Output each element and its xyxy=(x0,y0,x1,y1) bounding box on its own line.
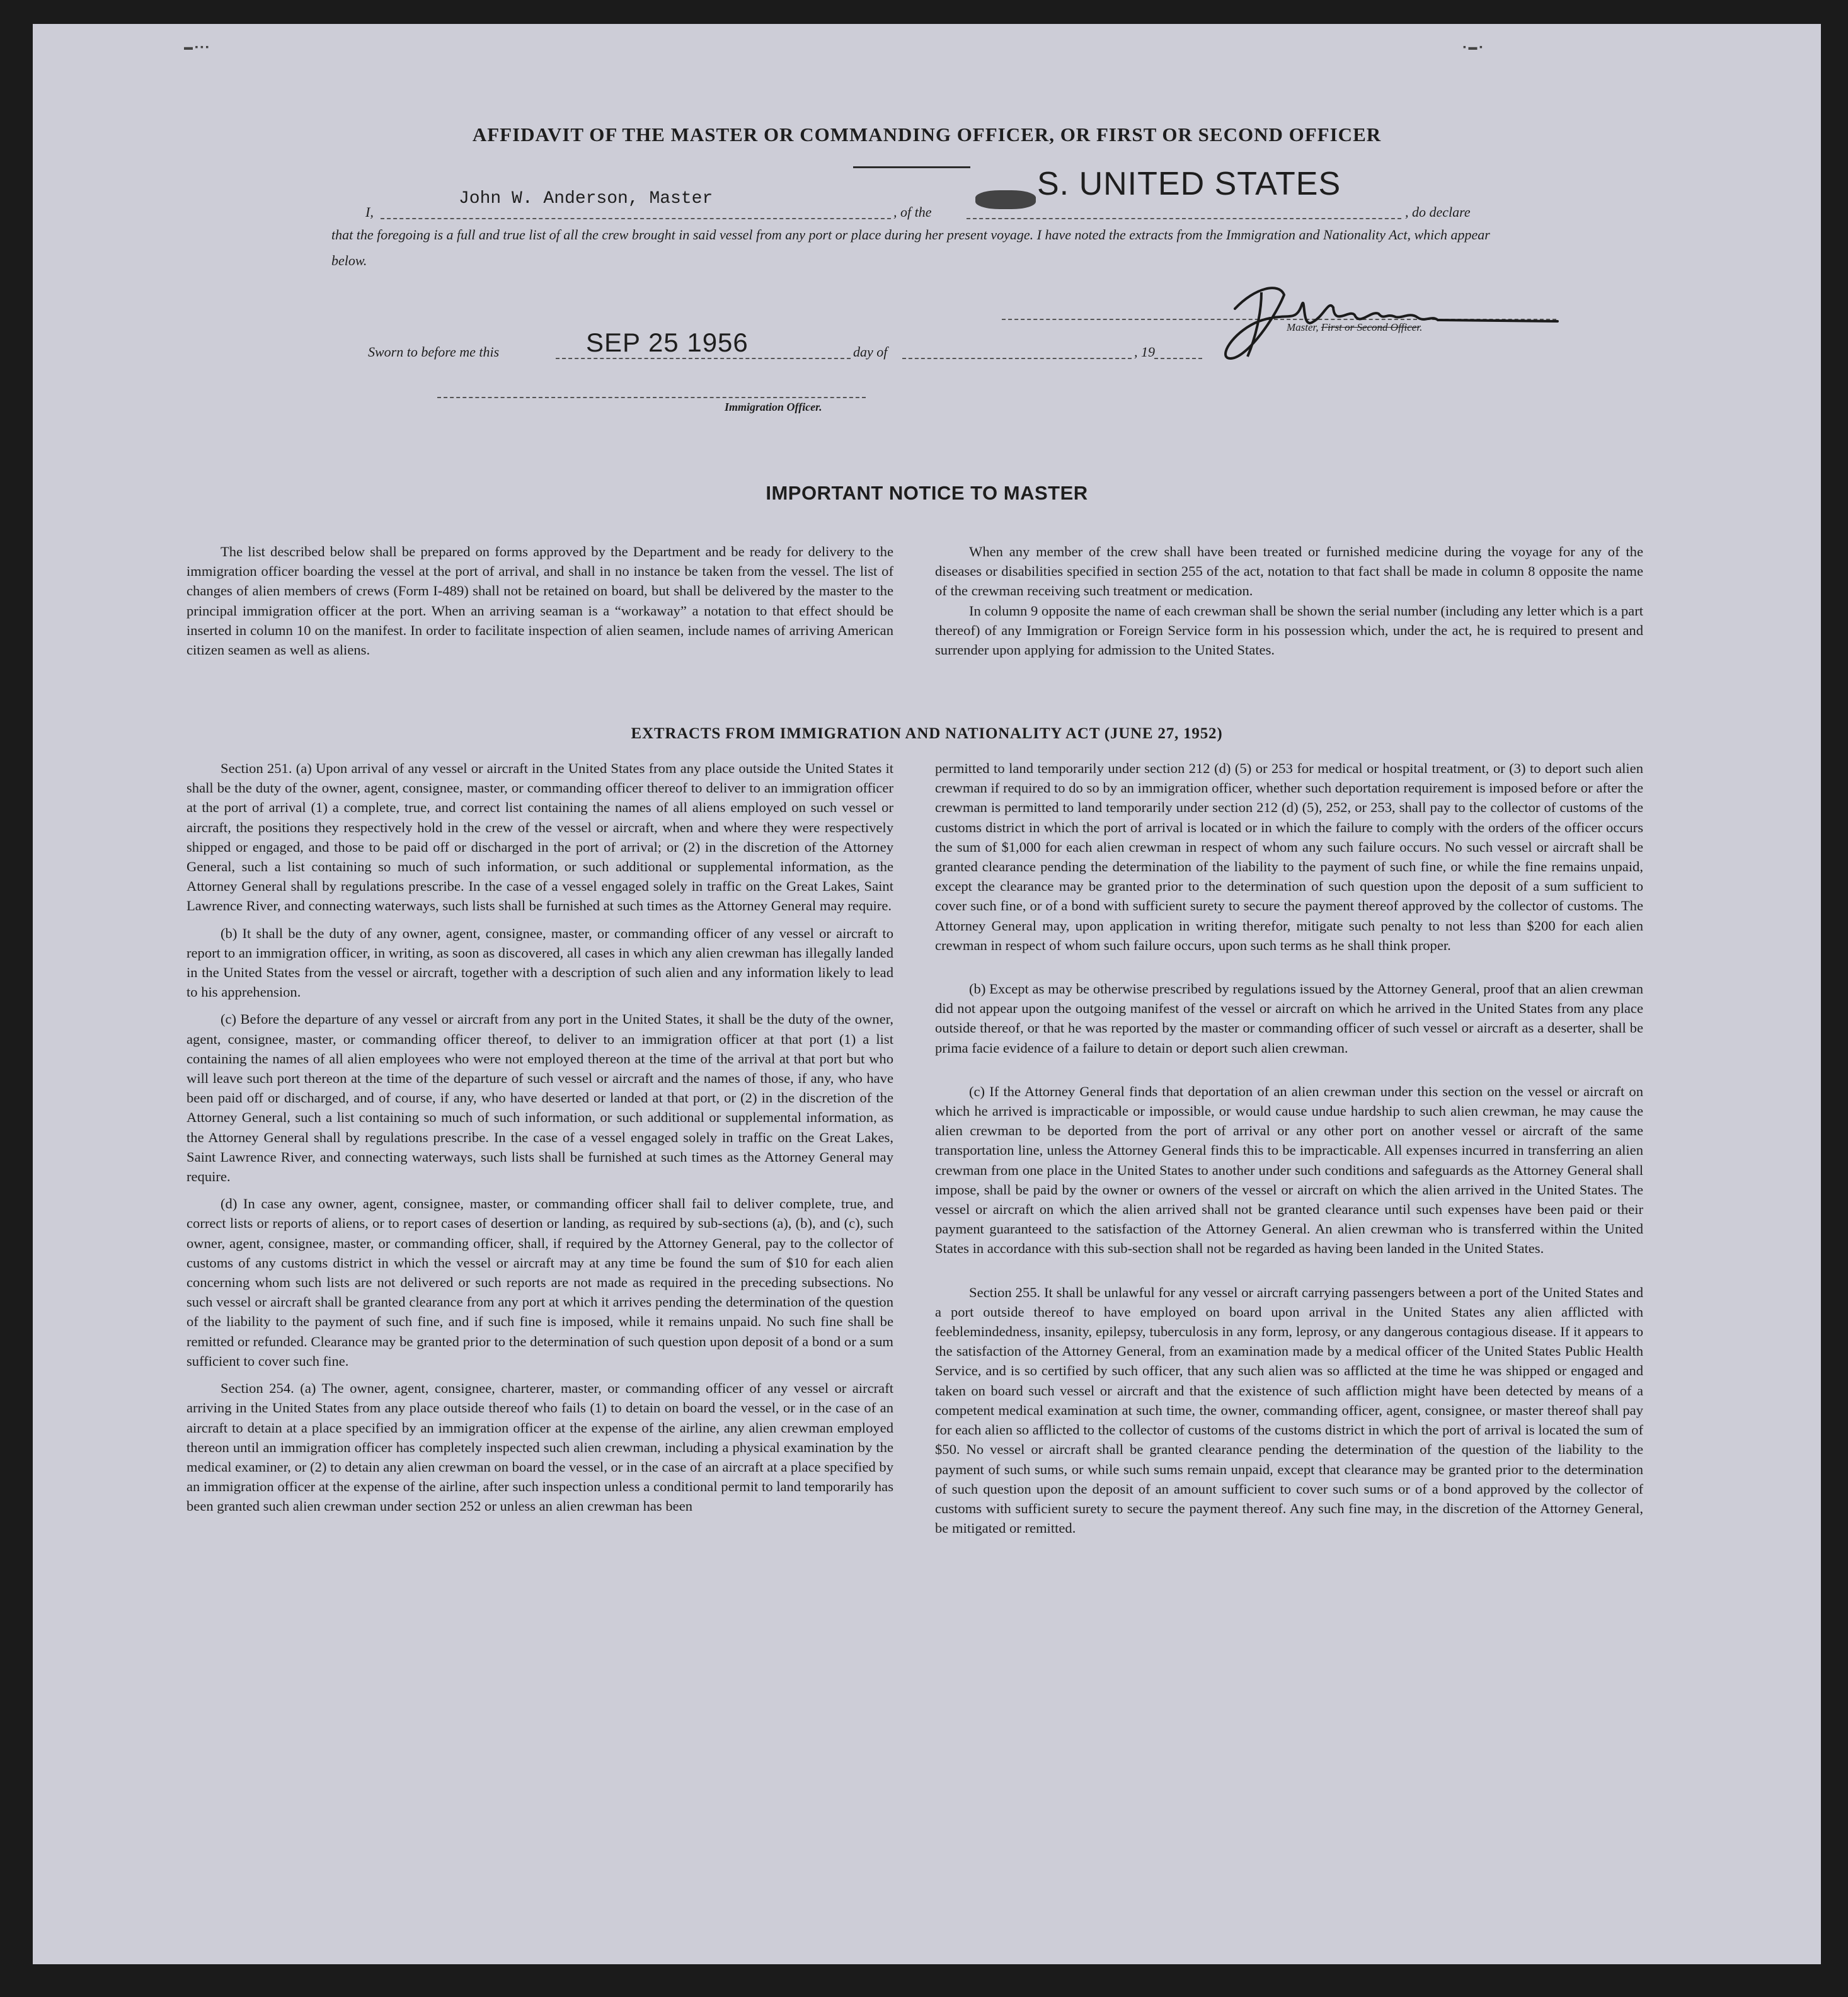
master-signature xyxy=(1167,270,1583,364)
declaration-prefix: I, xyxy=(365,204,374,220)
notice-paragraph: When any member of the crew shall have been treated or furnished medicine during the voyage for any of the diseases or disabilities specified in section 255 of the act, notation to that fact shall be made in column 8 opposite the name of the crewman receiving such treatment or medication. xyxy=(935,544,1643,599)
section-251-a: Section 251. (a) Upon arrival of any vessel or aircraft in the United States from any place outside the United States it shall be the duty of the owner, agent, consignee, master, or commanding officer thereof to deliver to an immigration officer at the port of arrival (1) a complete, true, and correct list containing the names of all aliens employed on such vessel or aircraft, the positions they respectively hold in the crew of the vessel or aircraft, when and where they were respectively shipped or engaged, and those to be paid off or discharged in the port of arrival; or (2) in the discretion of the Attorney General, such a list containing so much of such information, or such additional or supplemental information, as the Attorney General shall by regulations prescribe. In the case of a vessel engaged solely in traffic on the Great Lakes, Saint Lawrence River, and connecting waterways, such lists shall be furnished at such times as the Attorney General may require. xyxy=(187,760,893,914)
signature-title-master: Master, xyxy=(1287,321,1321,333)
section-254-b: (b) Except as may be otherwise prescribed by regulations issued by the Attorney General, proof that an alien crewman did not appear upon the outgoing manifest of the vessel or aircraft on which he arrived in the United States from any place outside thereof, or that he was reported by the master or commanding officer of such vessel or aircraft as a deserter, shall be prima facie evidence of a failure to detain or deport such alien crewman. xyxy=(935,981,1643,1056)
notice-heading: IMPORTANT NOTICE TO MASTER xyxy=(766,482,1088,504)
year-line xyxy=(1154,358,1202,359)
year-prefix: , 19 xyxy=(1134,344,1155,360)
section-254-c: (c) If the Attorney General finds that deportation of an alien crewman under this section on the vessel or aircraft on which he arrived is impracticable or impossible, or would cause undue hardship to such alien crewman, he may cause the alien crewman to be deported from the port of arrival or any other port on another vessel or aircraft of the same transportation line, unless the Attorney General finds this to be impracticable. All expenses incurred in transferring an alien crewman from one place in the United States to another under such conditions and safeguards as the Attorney General shall impose, shall be paid by the owner or owners of the vessel or aircraft on which the alien arrived in the United States. The vessel or aircraft on which the alien arrived shall not be granted clearance until such expenses have been paid or their payment guaranteed to the satisfaction of the Attorney General. An alien crewman who is transferred within the United States in accordance with this sub-section shall not be regarded as having been landed in the United States. xyxy=(935,1083,1643,1257)
sworn-label: Sworn to before me this xyxy=(368,344,500,360)
day-of-label: day of xyxy=(853,344,888,360)
extracts-heading: EXTRACTS FROM IMMIGRATION AND NATIONALITY ACT (JUNE 27, 1952) xyxy=(631,725,1223,742)
vessel-name-line xyxy=(967,218,1401,219)
extracts-right-column xyxy=(935,758,1643,1538)
section-251-c: (c) Before the departure of any vessel or aircraft from any port in the United States, it shall be the duty of the owner, agent, consignee, master, or commanding officer thereof, to deliver to an immigration officer at that port (1) a list containing the names of all alien employees who were not employed thereon at the time of the arrival at that port but who will leave such port thereon at the time of the departure of such vessel or aircraft and the names of those, if any, who have been paid off or discharged, and of course, if any, who have deserted or landed at that port, or (2) in the discretion of the Attorney General, such a list containing so much of such information, or such additional or supplemental information, as the Attorney General shall by regulations prescribe. In the case of a vessel engaged solely in traffic on the Great Lakes, Saint Lawrence River, and connecting waterways, such lists shall be furnished at such times as the Attorney General may require. xyxy=(187,1011,893,1185)
sworn-date-line xyxy=(556,358,851,359)
vessel-name-value: S. UNITED STATES xyxy=(1037,166,1341,202)
master-name-line xyxy=(381,218,891,219)
section-254-a: Section 254. (a) The owner, agent, consignee, charterer, master, or commanding officer of any vessel or aircraft arriving in the United States from any place outside thereof who fails (1) to detain on board the vessel, or in the case of an aircraft to detain at a place specified by an immigration officer at the expense of the airline, any alien crewman employed thereon until an immigration officer has completely inspected such alien crewman, including a physical examination by the medical examiner, or (2) to detain any alien crewman on board the vessel, or in the case of an aircraft at a place specified by an immigration officer at the expense of the airline, after such inspection unless a conditional permit to land temporarily has been granted such alien crewman under section 252 or unless an alien crewman has been xyxy=(187,1380,894,1514)
extracts-left-column xyxy=(187,758,893,1516)
of-the-label: , of the xyxy=(893,204,932,220)
section-251-d: (d) In case any owner, agent, consignee, master, or commanding officer shall fail to deliver complete, true, and correct lists or reports of aliens, or to report cases of desertion or landing, as required by sub-sections (a), (b), and (c), such owner, agent, consignee, master, or commanding officer, shall, if required by the Attorney General, pay to the collector of customs of any customs district in which the vessel or aircraft may at any time be found the sum of $10 for each alien concerning whom such lists are not delivered or such reports are not made as required in the preceding subsections. No such vessel or aircraft shall be granted clearance from any port at which it arrives pending the determination of the question of the liability to the payment of such fine, and if such fine is imposed, while it remains unpaid. No such fine shall be remitted or refunded. Clearance may be granted prior to the determination of such question upon deposit of a bond or a sum sufficient to cover such fine. xyxy=(187,1196,893,1369)
scan-mark: ▬ ▪ ▪ ▪ xyxy=(184,43,209,52)
notice-paragraph: The list described below shall be prepared on forms approved by the Department and be ready for delivery to the immigration officer boarding the vessel at the port of arrival, and shall in no instance be taken from the vessel. The list of changes of alien members of crews (Form I-489) shall not be retained on board, but shall be delivered by the master to the principal immigration officer at the port. When an arriving seaman is a “workaway” a notation to that effect should be inserted in column 10 on the manifest. In order to facilitate inspection of alien seamen, include names of arriving American citizen seamen as well as aliens. xyxy=(187,544,893,658)
notice-paragraph: In column 9 opposite the name of each crewman shall be shown the serial number (including any letter which is a part thereof) of any Immigration or Foreign Service form in his possession which, under the act, he is required to present and surrender upon applying for admission to the United States. xyxy=(935,602,1643,658)
master-name-value: John W. Anderson, Master xyxy=(459,189,713,209)
notice-left-column xyxy=(187,542,893,660)
sworn-date-stamp: SEP 25 1956 xyxy=(586,328,749,357)
month-line xyxy=(902,358,1132,359)
scan-mark: ▪ ▬ ▪ xyxy=(1463,43,1483,52)
obscured-mark xyxy=(975,190,1036,209)
immigration-officer-label: Immigration Officer. xyxy=(725,401,822,413)
section-255: Section 255. It shall be unlawful for any vessel or aircraft carrying passengers between a port of the United States and a port outside thereof to have employed on board upon arrival in the United States any alien afflicted with feeblemindedness, insanity, epilepsy, tuberculosis in any form, leprosy, or any dangerous contagious disease. If it appears to the satisfaction of the Attorney General, from an examination made by a medical officer of the United States Public Health Service, and is so certified by such officer, that any such alien was so afflicted at the time he was shipped or engaged and taken on board such vessel or aircraft and that the existence of such affliction might have been detected by means of a competent medical examination at such time, the owner, commanding officer, agent, consignee, or master thereof shall pay for each alien so afflicted to the collector of customs of the customs district in which the port of arrival is located the sum of $50. No vessel or aircraft shall be granted clearance pending the determination of the question of the liability to the payment of such sums, or while such sums remain unpaid, except that clearance may be granted prior to the determination of such question upon the deposit of an amount sufficient to cover such sums or of a bond approved by the collector of customs with sufficient surety to secure the payment thereof. Any such fine may, in the discretion of the Attorney General, be mitigated or remitted. xyxy=(935,1284,1643,1536)
officer-signature-line xyxy=(437,397,866,398)
affidavit-document xyxy=(33,24,1821,1964)
notice-right-column xyxy=(935,542,1643,660)
do-declare-label: , do declare xyxy=(1405,204,1471,220)
signature-title-end: . xyxy=(1420,321,1423,333)
section-254-a-continued: permitted to land temporarily under section 212 (d) (5) or 253 for medical or hospital treatment, or (3) to deport such alien crewman if required to do so by an immigration officer, whether such deportation requirement is imposed before or after the crewman is permitted to land temporarily under section 212 (d) (5), 252, or 253, shall pay to the collector of customs of the customs district in which the port of arrival is located or in which the failure to comply with the orders of the officer occurs the sum of $1,000 for each alien crewman in respect of whom any such failure occurs. No such vessel or aircraft shall be granted clearance pending the determination of the liability to the payment of such fine, or while the fine remains unpaid, except the clearance may be granted prior to the determination of such question upon the deposit of a sum sufficient to cover such fine, or of a bond with sufficient surety to secure the payment thereof approved by the collector of customs. The Attorney General may, upon application in writing therefor, mitigate such penalty to not less than $200 for each alien crewman in respect of whom such failure occurs, upon such terms as he shall think proper. xyxy=(935,760,1643,953)
affidavit-heading: AFFIDAVIT OF THE MASTER OR COMMANDING OFFICER, OR FIRST OR SECOND OFFICER xyxy=(472,123,1382,146)
heading-rule xyxy=(853,166,970,168)
section-251-b: (b) It shall be the duty of any owner, agent, consignee, master, or commanding officer of any vessel or aircraft to report to an immigration officer, in writing, as soon as discovered, all cases in which any alien crewman has illegally landed in the United States from the vessel or aircraft, together with a description of such alien and any information likely to lead to his apprehension. xyxy=(187,925,893,1000)
declaration-text: that the foregoing is a full and true list of all the crew brought in said vessel from any port or place during her present voyage. I have noted the extracts from the Immigration and Nationality Act, which appear below. xyxy=(331,227,1490,268)
signature-title-struck: First or Second Officer xyxy=(1321,321,1420,333)
signature-title xyxy=(1287,321,1422,334)
